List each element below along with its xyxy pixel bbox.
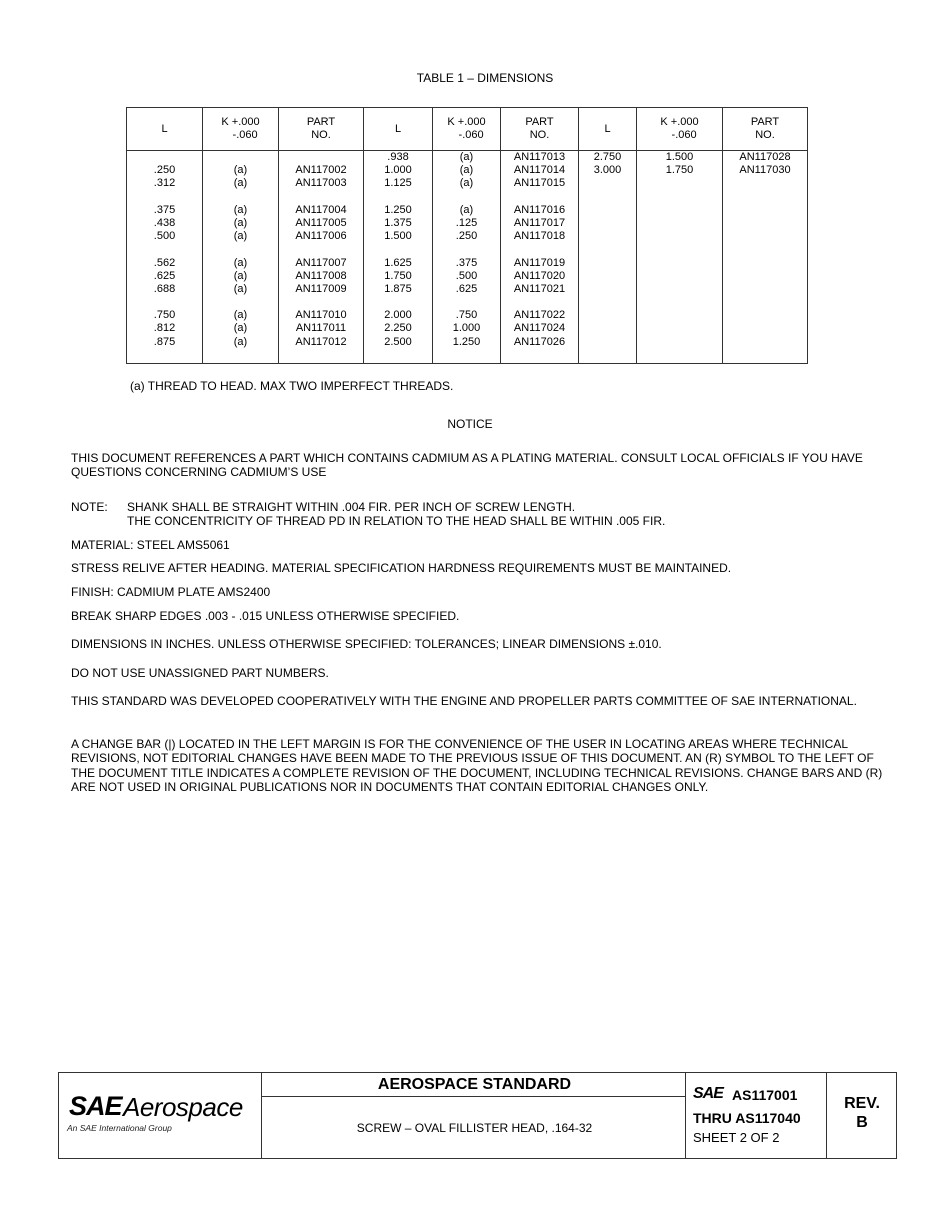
column-k-2	[433, 151, 500, 349]
number-thru: THRU AS117040	[693, 1110, 801, 1126]
header-l: L	[161, 122, 168, 135]
header-l: L	[394, 122, 402, 135]
table-cell: (a)	[233, 177, 248, 190]
table-cell: AN117006	[295, 230, 347, 243]
table-cell	[203, 151, 278, 164]
table-cell: 1.000	[384, 164, 412, 177]
column-l-1	[127, 151, 202, 349]
table-cell: (a)	[233, 203, 248, 216]
table-cell	[364, 296, 432, 309]
table-cell: .125	[455, 216, 478, 229]
table-cell: .875	[153, 335, 176, 348]
column-part-no-1	[279, 151, 363, 349]
table-cell	[127, 296, 202, 309]
unassigned-note: DO NOT USE UNASSIGNED PART NUMBERS.	[71, 666, 329, 680]
stress-relieve-note: STRESS RELIVE AFTER HEADING. MATERIAL SPECIFICATION HARDNESS REQUIREMENTS MUST BE MAINTAINED.	[71, 561, 732, 575]
table-cell: AN117017	[513, 216, 566, 229]
table-cell: (a)	[459, 151, 474, 163]
logo-tagline: An SAE International Group	[67, 1123, 172, 1133]
header-l: L	[604, 122, 611, 135]
column-l-2	[364, 151, 432, 349]
sae-aerospace-logo	[67, 1091, 257, 1141]
table-cell	[501, 243, 578, 256]
table-cell: AN117028	[739, 151, 791, 163]
table-cell: AN117021	[513, 282, 566, 295]
table-cell: 1.875	[384, 282, 412, 295]
table-cell: .500	[455, 269, 478, 282]
table-cell: .625	[455, 282, 478, 295]
note-line-1: SHANK SHALL BE STRAIGHT WITHIN .004 FIR. PER INCH OF SCREW LENGTH.	[127, 500, 576, 514]
table-cell: .625	[153, 269, 176, 282]
table-cell: AN117020	[513, 269, 566, 282]
table-cell: 2.500	[384, 335, 412, 348]
notice-text: THIS DOCUMENT REFERENCES A PART WHICH CONTAINS CADMIUM AS A PLATING MATERIAL. CONSULT LOCAL OFFICIALS IF YOU HAVE QUESTIONS CONCERNING CADMIUM’S USE	[71, 451, 863, 480]
table-cell: AN117008	[295, 269, 347, 282]
table-cell: AN117003	[295, 177, 347, 190]
heading-divider	[262, 1096, 686, 1097]
table-cell: AN117010	[295, 309, 347, 322]
table-cell: .438	[153, 216, 176, 229]
table-cell	[279, 151, 363, 164]
change-bar-note: A CHANGE BAR (|) LOCATED IN THE LEFT MARGIN IS FOR THE CONVENIENCE OF THE USER IN LOCATING AREAS WHERE TECHNICAL REVISIONS, NOT EDITORIAL CHANGES HAVE BEEN MADE TO THE PREVIOUS ISSUE OF THIS DOCUMENT. AN (R) SYMBOL TO THE LEFT OF THE DOCUMENT TITLE INDICATES A COMPLETE REVISION OF THE DOCUMENT, INCLUDING TECHNICAL REVISIONS. CHANGE BARS AND (R) ARE NOT USED IN ORIGINAL PUBLICATIONS NOR IN DOCUMENTS THAT CONTAIN EDITORIAL CHANGES ONLY.	[71, 737, 883, 794]
developed-note: THIS STANDARD WAS DEVELOPED COOPERATIVELY WITH THE ENGINE AND PROPELLER PARTS COMMITTEE OF SAE INTERNATIONAL.	[71, 694, 857, 708]
table-cell	[279, 191, 363, 204]
table-cell: 1.750	[665, 164, 694, 177]
note-line-2: THE CONCENTRICITY OF THREAD PD IN RELATION TO THE HEAD SHALL BE WITHIN .005 FIR.	[127, 514, 666, 528]
header-k: K +.000 -.060	[660, 116, 699, 141]
document-title: SCREW – OVAL FILLISTER HEAD, .164-32	[356, 1121, 593, 1135]
notice-heading: NOTICE	[447, 417, 493, 431]
header-part-no: PART NO.	[750, 116, 780, 141]
table-cell: 1.500	[665, 151, 694, 163]
table-cell: 1.000	[452, 322, 481, 335]
table-cell: .250	[455, 230, 478, 243]
table-footnote: (a) THREAD TO HEAD. MAX TWO IMPERFECT THREADS.	[130, 379, 454, 393]
table-cell: 2.000	[384, 309, 412, 322]
revision-value: B	[856, 1114, 868, 1131]
table-cell: AN117024	[513, 322, 566, 335]
title-block	[58, 1072, 897, 1159]
table-cell: AN117005	[295, 216, 347, 229]
table-cell	[127, 243, 202, 256]
table-cell: .500	[153, 230, 176, 243]
table-cell: .562	[153, 256, 176, 269]
finish-spec: FINISH: CADMIUM PLATE AMS2400	[71, 585, 271, 599]
table-cell: (a)	[459, 203, 474, 216]
header-part-no: PART NO.	[306, 116, 336, 141]
column-k-1	[203, 151, 278, 349]
table-cell: (a)	[233, 282, 248, 295]
table-cell: .312	[153, 177, 176, 190]
table-cell: (a)	[233, 269, 248, 282]
table-cell: (a)	[233, 322, 248, 335]
table-cell	[127, 151, 202, 164]
edges-note: BREAK SHARP EDGES .003 - .015 UNLESS OTHERWISE SPECIFIED.	[71, 609, 460, 623]
table-cell: 2.750	[593, 151, 622, 163]
table-cell: 1.500	[384, 230, 412, 243]
standard-heading: AEROSPACE STANDARD	[377, 1076, 572, 1093]
table-cell: AN117026	[513, 335, 566, 348]
table-cell: .688	[153, 282, 176, 295]
table-cell	[203, 243, 278, 256]
table-cell: AN117014	[513, 164, 566, 177]
table-cell: (a)	[233, 335, 248, 348]
table-cell	[501, 296, 578, 309]
table-cell: (a)	[233, 309, 248, 322]
table-cell: 1.125	[384, 177, 412, 190]
table-cell: AN117004	[295, 203, 347, 216]
table-cell: .375	[153, 203, 176, 216]
table-cell	[203, 191, 278, 204]
table-cell: (a)	[233, 164, 248, 177]
table-cell: AN117013	[513, 151, 566, 163]
revision	[827, 1094, 897, 1132]
table-cell: AN117016	[513, 203, 566, 216]
table-cell: 1.625	[384, 256, 412, 269]
table-cell: .750	[455, 309, 478, 322]
table-cell: .750	[153, 309, 176, 322]
table-cell: .938	[387, 151, 409, 163]
table-cell	[433, 296, 500, 309]
table-cell: AN117012	[295, 335, 347, 348]
number-sae-mark: SAE	[693, 1085, 723, 1102]
table-cell: (a)	[233, 256, 248, 269]
column-l-3	[579, 151, 636, 177]
table-cell: 1.375	[384, 216, 412, 229]
table-cell	[203, 296, 278, 309]
table-cell: 1.250	[452, 335, 481, 348]
table-cell	[364, 191, 432, 204]
table-title: TABLE 1 – DIMENSIONS	[416, 71, 554, 85]
table-cell: AN117022	[513, 309, 566, 322]
header-k: K +.000 -.060	[221, 116, 260, 141]
table-cell: AN117009	[295, 282, 347, 295]
table-cell: AN117011	[295, 322, 347, 335]
logo-aerospace-wordmark: Aerospace	[123, 1092, 243, 1122]
note-label: NOTE:	[71, 500, 108, 514]
dimensions-note: DIMENSIONS IN INCHES. UNLESS OTHERWISE SPECIFIED: TOLERANCES; LINEAR DIMENSIONS ±.010.	[71, 637, 662, 651]
table-cell: (a)	[233, 216, 248, 229]
table-cell	[433, 243, 500, 256]
table-cell	[279, 296, 363, 309]
table-cell: .812	[153, 322, 176, 335]
table-cell	[127, 191, 202, 204]
table-cell: 1.750	[384, 269, 412, 282]
table-cell: 3.000	[593, 164, 622, 177]
header-k: K +.000 -.060	[447, 116, 486, 141]
column-k-3	[637, 151, 722, 177]
table-cell: (a)	[233, 230, 248, 243]
sheet-number: SHEET 2 OF 2	[693, 1130, 780, 1145]
revision-label: REV.	[844, 1095, 880, 1112]
table-cell: (a)	[459, 164, 474, 177]
table-cell: AN117007	[295, 256, 347, 269]
table-cell	[279, 243, 363, 256]
table-cell: (a)	[459, 177, 474, 190]
table-cell	[501, 191, 578, 204]
table-cell: AN117018	[513, 230, 566, 243]
dimensions-table	[126, 107, 808, 364]
number-first: AS117001	[732, 1087, 798, 1103]
table-cell: AN117015	[513, 177, 566, 190]
table-cell: .250	[153, 164, 176, 177]
table-cell: 1.250	[384, 203, 412, 216]
header-part-no: PART NO.	[525, 116, 554, 141]
table-cell: .375	[455, 256, 478, 269]
logo-sae-mark: SAE	[69, 1091, 122, 1121]
column-part-no-3	[723, 151, 807, 177]
table-cell	[364, 243, 432, 256]
table-cell: AN117019	[513, 256, 566, 269]
table-cell: 2.250	[384, 322, 412, 335]
column-part-no-2	[501, 151, 578, 349]
table-cell	[433, 191, 500, 204]
table-cell: AN117030	[739, 164, 791, 177]
table-cell: AN117002	[295, 164, 347, 177]
material-spec: MATERIAL: STEEL AMS5061	[71, 538, 230, 552]
